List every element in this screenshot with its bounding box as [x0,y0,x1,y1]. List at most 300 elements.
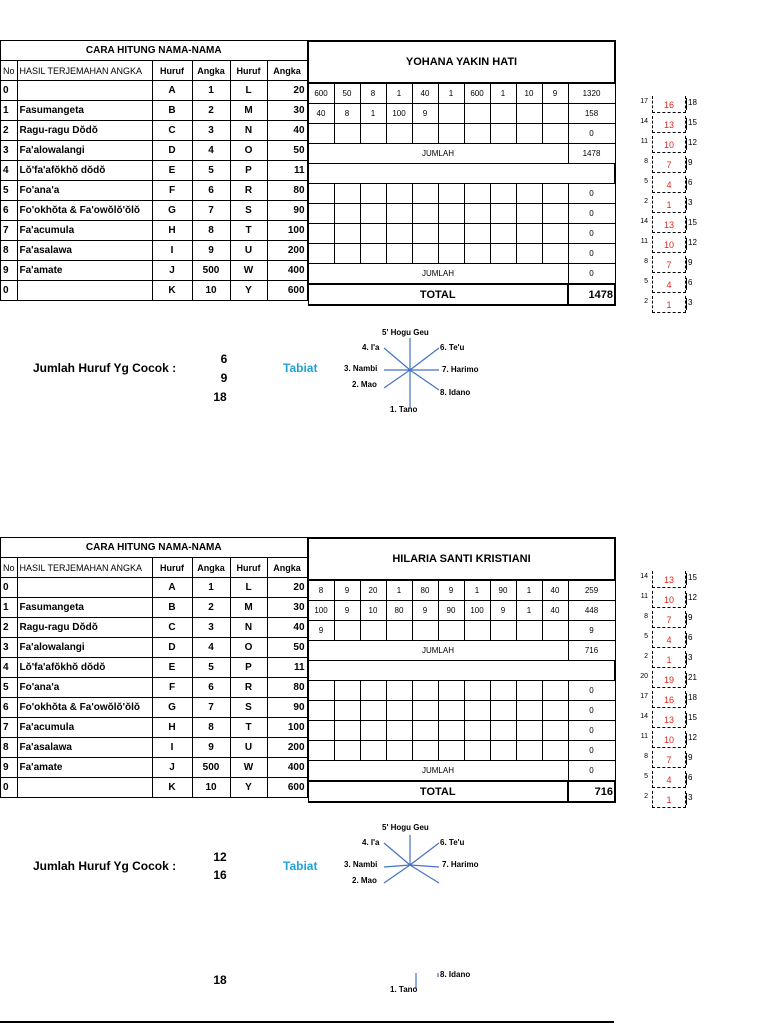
reference-cell: 3 [1,141,18,161]
calc-cell [360,204,386,224]
total-label: TOTAL [308,781,568,802]
ladder-row [630,196,700,216]
calc-cell: 9 [412,104,438,124]
ladder-row [630,671,700,691]
match-label: Jumlah Huruf Yg Cocok : [33,361,177,375]
jumlah-label: JUMLAH [308,264,568,285]
reference-cell: 200 [267,738,307,758]
calc-row [308,681,615,701]
calc-cell [490,184,516,204]
calc-cell [464,721,490,741]
calc-row [308,580,615,601]
ladder-right: 6 [686,178,702,190]
calc-cell [412,184,438,204]
ladder-mid: 4 [652,276,686,293]
calc-cell [438,741,464,761]
reference-row [1,201,308,221]
reference-cell: 80 [267,678,307,698]
calc-cell [308,701,334,721]
star-top-label: 5' Hogu Geu [382,823,429,832]
calc-cell [386,681,412,701]
reference-cell: 500 [192,261,230,281]
ladder-row [630,771,700,791]
ladder-left: 8 [644,613,648,620]
ladder-right: 3 [686,198,702,210]
reference-row [1,778,308,798]
calc-row [308,741,615,761]
reference-cell: 7 [1,718,18,738]
calc-cell [360,681,386,701]
calc-row [308,621,615,641]
calc-cell [542,621,568,641]
calc-sum-cell: 0 [568,184,615,204]
calc-cell [308,224,334,244]
calc-cell [490,104,516,124]
calc-cell: 50 [334,83,360,104]
total-value: 1478 [568,284,615,305]
reference-cell: 400 [267,261,307,281]
calc-cell: 9 [542,83,568,104]
calc-cell [412,721,438,741]
star-nambi-label: 3. Nambi [344,364,378,373]
col-angka: Angka [192,558,230,578]
star-tano-label: 1. Tano [390,405,418,412]
calc-cell: 0 [568,124,615,144]
person-name: HILARIA SANTI KRISTIANI [308,538,615,580]
reference-cell: A [152,81,192,101]
ladder-row [630,791,700,811]
ladder-left: 17 [640,693,648,700]
calc-cell [490,621,516,641]
total-label: TOTAL [308,284,568,305]
match-value: 9 [220,371,228,385]
reference-table [0,537,308,798]
calc-row [308,721,615,741]
ladder-row [630,236,700,256]
col-huruf: Huruf [152,558,192,578]
calc-cell [542,124,568,144]
calc-sum-cell: 0 [568,721,615,741]
reference-cell: G [152,201,192,221]
ladder-row [630,731,700,751]
calc-cell [542,184,568,204]
col-angka: Angka [267,558,307,578]
calc-cell [308,741,334,761]
ladder-mid: 1 [652,196,686,213]
ladder-right: 12 [686,238,702,250]
calc-cell: 1 [386,580,412,601]
reference-cell: 1 [1,101,18,121]
col-huruf: Huruf [152,61,192,81]
ladder-left: 5 [644,633,648,640]
ladder-mid: 7 [652,751,686,768]
ladder-mid: 1 [652,791,686,808]
reference-row [1,81,308,101]
reference-cell: Ragu-ragu Dŏdŏ [17,121,152,141]
reference-cell: H [152,718,192,738]
reference-cell: 80 [267,181,307,201]
calc-sum-cell: 0 [568,224,615,244]
ladder-right: 12 [686,138,702,150]
reference-row [1,221,308,241]
calc-cell [308,184,334,204]
reference-cell: 40 [267,618,307,638]
calc-cell: 8 [334,104,360,124]
calc-cell [516,244,542,264]
ladder-mid: 10 [652,236,686,253]
reference-cell: 8 [1,738,18,758]
reference-row [1,161,308,181]
reference-cell: Fa'alowalangi [17,638,152,658]
col-angka: Angka [192,61,230,81]
calc-cell [464,184,490,204]
reference-cell: 9 [192,738,230,758]
calc-cell: 1 [490,83,516,104]
character-star-diagram [340,823,500,1003]
reference-cell: M [230,101,267,121]
reference-cell: Fa'asalawa [17,738,152,758]
reference-cell: 30 [267,101,307,121]
calc-cell [386,124,412,144]
reference-cell: T [230,221,267,241]
reference-cell: L [230,81,267,101]
calc-cell [542,204,568,224]
reference-cell: 3 [192,121,230,141]
calc-cell [386,721,412,741]
calc-cell [412,621,438,641]
calc-cell: 40 [542,601,568,621]
reference-cell: 7 [192,698,230,718]
ladder-right: 3 [686,793,702,805]
ladder-row [630,611,700,631]
reference-cell: 1 [1,598,18,618]
calc-cell [308,721,334,741]
calc-cell [334,681,360,701]
reference-cell: O [230,141,267,161]
col-huruf: Huruf [230,61,267,81]
calc-cell [334,244,360,264]
reference-cell: Fasumangeta [17,101,152,121]
calc-cell [490,244,516,264]
reference-cell: J [152,758,192,778]
reference-row [1,281,308,301]
calc-cell [412,204,438,224]
reference-row [1,141,308,161]
reference-cell: 5 [192,658,230,678]
reference-cell: E [152,658,192,678]
reference-cell: R [230,678,267,698]
reference-row [1,738,308,758]
calc-cell: 20 [360,580,386,601]
ladder-mid: 7 [652,256,686,273]
calc-cell [334,204,360,224]
ladder-right: 9 [686,753,702,765]
reference-cell: D [152,141,192,161]
reference-cell: R [230,181,267,201]
calc-cell [308,124,334,144]
calc-cell [360,741,386,761]
reference-cell [17,778,152,798]
ladder-right: 15 [686,218,702,230]
reference-cell: 100 [267,718,307,738]
calc-cell: 1 [516,601,542,621]
reference-cell: 7 [192,201,230,221]
reference-cell: N [230,618,267,638]
ladder-left: 8 [644,158,648,165]
ladder-left: 5 [644,278,648,285]
col-huruf: Huruf [230,558,267,578]
calc-cell: 600 [464,83,490,104]
calc-cell: 9 [334,580,360,601]
reference-cell: Lŏ'fa'afŏkhŏ dŏdŏ [17,161,152,181]
calc-cell: 40 [542,580,568,601]
calc-cell [334,721,360,741]
reference-cell: C [152,121,192,141]
calc-cell: 448 [568,601,615,621]
calc-cell [542,104,568,124]
reference-cell: 5 [1,181,18,201]
reference-cell: 0 [1,578,18,598]
calc-cell [464,104,490,124]
calc-cell: 9 [334,601,360,621]
calc-cell [542,681,568,701]
star-ia-label: 4. I'a [362,343,380,352]
ladder-right: 9 [686,613,702,625]
reference-cell: 2 [1,121,18,141]
ladder-right: 6 [686,633,702,645]
tabiat-label: Tabiat [283,361,318,375]
calc-cell [464,204,490,224]
ladder-mid: 4 [652,771,686,788]
reference-title: CARA HITUNG NAMA-NAMA [1,538,308,558]
ladder-right: 12 [686,733,702,745]
calc-sum-cell: 0 [568,741,615,761]
calc-cell: 8 [360,83,386,104]
reference-row [1,241,308,261]
calc-cell [490,681,516,701]
calc-cell [490,224,516,244]
reference-cell: S [230,201,267,221]
ladder-right: 15 [686,118,702,130]
ladder-mid: 4 [652,176,686,193]
col-angka: Angka [267,61,307,81]
reference-cell: 500 [192,758,230,778]
calc-cell [542,741,568,761]
ladder-mid: 1 [652,651,686,668]
calc-cell: 90 [490,580,516,601]
reference-cell: Ragu-ragu Dŏdŏ [17,618,152,638]
ladder-right: 18 [686,98,702,110]
reference-cell: Fo'okhŏta & Fa'owŏlŏ'ŏlŏ [17,698,152,718]
jumlah-value: 0 [568,761,615,782]
reference-cell: 50 [267,141,307,161]
reference-cell: Fa'acumula [17,718,152,738]
calc-row [308,244,615,264]
calc-cell: 9 [308,621,334,641]
reference-cell: 20 [267,81,307,101]
ladder-right: 21 [686,673,702,685]
reference-cell: Y [230,778,267,798]
calc-cell [516,621,542,641]
reference-cell [17,81,152,101]
star-harimo-label: 7. Harimo [442,860,479,869]
calc-row [308,83,615,104]
star-top-label: 5' Hogu Geu [382,328,429,337]
jumlah-value: 716 [568,641,615,661]
calc-cell [490,124,516,144]
ladder-left: 2 [644,793,648,800]
reference-cell: 4 [192,638,230,658]
ladder-mid: 13 [652,571,686,588]
ladder-row [630,631,700,651]
reference-cell: Lŏ'fa'afŏkhŏ dŏdŏ [17,658,152,678]
reference-cell: H [152,221,192,241]
reference-cell: Fa'amate [17,758,152,778]
star-nambi-label: 3. Nambi [344,860,378,869]
ladder-row [630,136,700,156]
calc-cell [438,621,464,641]
ladder-mid: 13 [652,116,686,133]
calc-cell [386,244,412,264]
calc-cell: 1 [386,83,412,104]
reference-cell: 2 [192,101,230,121]
star-teu-label: 6. Te'u [440,838,465,847]
reference-cell: Fa'asalawa [17,241,152,261]
ladder-left: 5 [644,773,648,780]
reference-cell: 30 [267,598,307,618]
col-hasil: HASIL TERJEMAHAN ANGKA [17,558,152,578]
match-value: 18 [213,390,227,404]
reference-cell: 2 [192,598,230,618]
calc-cell: 100 [308,601,334,621]
reference-table [0,40,308,301]
reference-cell: 0 [1,281,18,301]
ladder-right: 9 [686,258,702,270]
reference-cell: S [230,698,267,718]
calc-cell [360,721,386,741]
ladder-mid: 16 [652,96,686,113]
reference-cell: 20 [267,578,307,598]
reference-cell: 9 [1,758,18,778]
reference-cell: Fa'acumula [17,221,152,241]
ladder-left: 2 [644,653,648,660]
calc-cell [386,701,412,721]
calc-cell: 40 [308,104,334,124]
calc-cell [412,701,438,721]
reference-cell: 0 [1,778,18,798]
calc-cell [308,204,334,224]
ladder-mid: 10 [652,136,686,153]
calc-row [308,184,615,204]
ladder-mid: 13 [652,216,686,233]
calc-cell: 80 [386,601,412,621]
calc-cell [438,701,464,721]
reference-cell: 6 [1,698,18,718]
reference-cell: Y [230,281,267,301]
tabiat-label: Tabiat [283,859,318,873]
calc-cell [516,224,542,244]
ladder-row [630,116,700,136]
ladder-row [630,591,700,611]
reference-cell: 6 [192,678,230,698]
calc-cell [438,681,464,701]
match-value: 18 [213,973,227,987]
reference-title: CARA HITUNG NAMA-NAMA [1,41,308,61]
ladder-left: 8 [644,753,648,760]
reference-cell: 4 [192,141,230,161]
reference-cell: D [152,638,192,658]
calc-cell [412,124,438,144]
calc-cell: 1 [360,104,386,124]
reference-cell: 600 [267,281,307,301]
reference-cell: 0 [1,81,18,101]
reference-row [1,658,308,678]
reference-cell: Fo'ana'a [17,678,152,698]
calc-cell: 90 [438,601,464,621]
ladder-mid: 10 [652,731,686,748]
jumlah-value: 1478 [568,144,615,164]
reference-cell: 40 [267,121,307,141]
reference-cell: 6 [1,201,18,221]
ladder-left: 17 [640,98,648,105]
reference-cell: P [230,161,267,181]
reference-row [1,698,308,718]
reference-cell: 8 [1,241,18,261]
calc-cell [464,621,490,641]
calc-cell [464,681,490,701]
reference-cell: 6 [192,181,230,201]
calc-sum-cell: 0 [568,701,615,721]
calc-table [307,40,616,306]
ladder-left: 14 [640,118,648,125]
jumlah-value: 0 [568,264,615,285]
reference-cell: Fo'ana'a [17,181,152,201]
calc-cell [438,244,464,264]
reference-cell: 3 [192,618,230,638]
calc-cell [464,244,490,264]
reference-cell: E [152,161,192,181]
ladder-mid: 16 [652,691,686,708]
reference-cell: Fa'alowalangi [17,141,152,161]
calc-row [308,204,615,224]
reference-cell: Fo'okhŏta & Fa'owŏlŏ'ŏlŏ [17,201,152,221]
ladder-mid: 13 [652,711,686,728]
ladder-right: 3 [686,298,702,310]
ladder-mid: 19 [652,671,686,688]
ladder-row [630,176,700,196]
calc-cell: 100 [464,601,490,621]
calc-cell [334,224,360,244]
reference-cell: 7 [1,221,18,241]
calc-cell: 1 [516,580,542,601]
person-name: YOHANA YAKIN HATI [308,41,615,83]
match-label: Jumlah Huruf Yg Cocok : [33,859,177,873]
calc-cell [464,124,490,144]
calc-cell [334,701,360,721]
ladder-row [630,571,700,591]
calc-cell: 10 [360,601,386,621]
reference-cell: U [230,738,267,758]
reference-cell: C [152,618,192,638]
calc-cell [334,741,360,761]
reference-cell: T [230,718,267,738]
calc-cell [412,244,438,264]
reference-cell: Fa'amate [17,261,152,281]
calc-sum-cell: 0 [568,681,615,701]
calc-cell [542,701,568,721]
ladder-right: 6 [686,773,702,785]
character-star-diagram [340,328,500,412]
